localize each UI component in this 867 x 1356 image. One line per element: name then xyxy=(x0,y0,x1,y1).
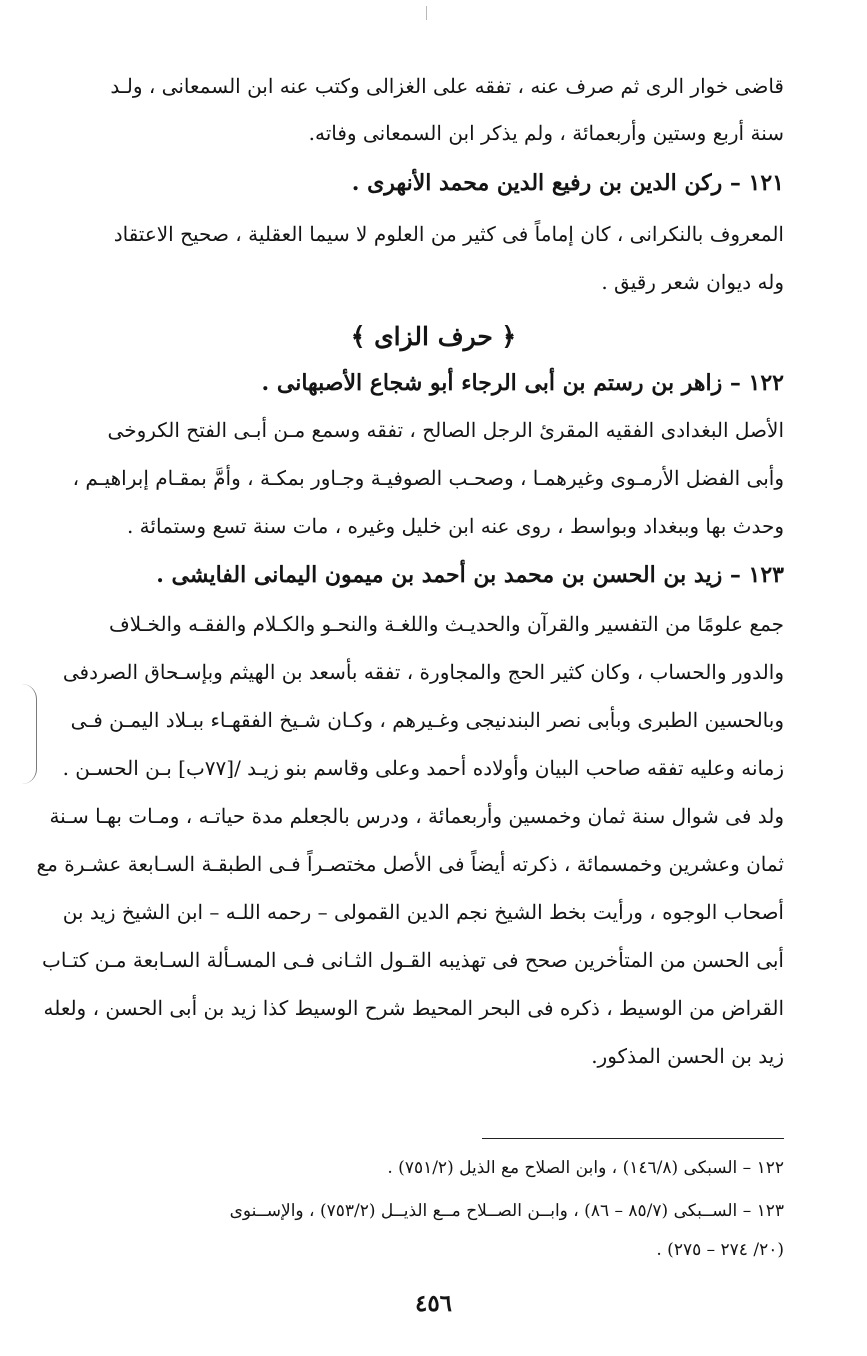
entry-heading-122: ١٢٢ – زاهر بن رستم بن أبى الرجاء أبو شجاع الأصبهانى . xyxy=(261,370,784,396)
body-line: وحدث بها وببغداد وبواسط ، روى عنه ابن خليل وغيره ، مات سنة تسع وستمائة . xyxy=(126,514,784,538)
section-title: ﴿ حرف الزاى ﴾ xyxy=(350,322,517,351)
body-line: زيد بن الحسن المذكور. xyxy=(591,1044,784,1068)
footnote-continuation: (٢٠/ ٢٧٤ – ٢٧٥) . xyxy=(656,1240,784,1260)
body-line: أبى الحسن من المتأخرين صحح فى تهذيبه القـول الثـانى فـى المسـألة السـابعة مـن كتـاب xyxy=(42,948,784,972)
margin-bracket-mark xyxy=(22,684,37,784)
body-line: وأبى الفضل الأرمـوى وغيرهمـا ، وصحـب الصوفيـة وجـاور بمكـة ، وأمَّ بمقـام إبراهيـم ، xyxy=(72,466,784,490)
body-line: ثمان وعشرين وخمسمائة ، ذكرته أيضاً فى الأصل مختصـراً فـى الطبقـة السـابعة عشـرة مع xyxy=(36,852,784,876)
body-line: الأصل البغدادى الفقيه المقرئ الرجل الصالح ، تفقه وسمع مـن أبـى الفتح الكروخى xyxy=(107,418,784,442)
body-line: وبالحسين الطبرى وبأبى نصر البندنيجى وغـيرهم ، وكـان شـيخ الفقهـاء ببـلاد اليمـن فـى xyxy=(70,708,784,732)
body-line: وله ديوان شعر رقيق . xyxy=(601,270,784,294)
page-number: ٤٥٦ xyxy=(414,1290,453,1317)
page-edge-mark xyxy=(426,6,430,20)
footnote-separator xyxy=(482,1138,784,1139)
body-line: القراض من الوسيط ، ذكره فى البحر المحيط شرح الوسيط كذا زيد بن أبى الحسن ، ولعله xyxy=(43,996,784,1020)
footnote: ١٢٢ – السبكى (١٤٦/٨) ، وابن الصلاح مع الذيل (٧٥١/٢) . xyxy=(387,1158,784,1178)
footnote: ١٢٣ – الســبكى (٨٥/٧ – ٨٦) ، وابــن الصــلاح مــع الذيــل (٧٥٣/٢) ، والإســنوى xyxy=(229,1201,784,1221)
body-line: سنة أربع وستين وأربعمائة ، ولم يذكر ابن السمعانى وفاته. xyxy=(308,121,784,145)
body-line: المعروف بالنكرانى ، كان إماماً فى كثير من العلوم لا سيما العقلية ، صحيح الاعتقاد xyxy=(113,222,784,246)
entry-heading-121: ١٢١ – ركن الدين بن رفيع الدين محمد الأنهرى . xyxy=(351,170,784,196)
entry-heading-123: ١٢٣ – زيد بن الحسن بن محمد بن أحمد بن ميمون اليمانى الفايشى . xyxy=(156,562,784,588)
body-line: قاضى خوار الرى ثم صرف عنه ، تفقه على الغزالى وكتب عنه ابن السمعانى ، ولـد xyxy=(110,74,784,98)
body-line: ولد فى شوال سنة ثمان وخمسين وأربعمائة ، ودرس بالجعلم مدة حياتـه ، ومـات بهـا سـنة xyxy=(49,804,784,828)
body-line: والدور والحساب ، وكان كثير الحج والمجاورة ، تفقه بأسعد بن الهيثم وبإسـحاق الصردفى xyxy=(62,660,784,684)
body-line: أصحاب الوجوه ، ورأيت بخط الشيخ نجم الدين القمولى – رحمه اللـه – ابن الشيخ زيد بن xyxy=(62,900,784,924)
body-line: زمانه وعليه تفقه صاحب البيان وأولاده أحمد وعلى وقاسم بنو زيـد /[٧٧ب] بـن الحسـن . xyxy=(62,756,784,780)
body-line: جمع علومًا من التفسير والقرآن والحديـث واللغـة والنحـو والكـلام والفقـه والخـلاف xyxy=(109,612,784,636)
